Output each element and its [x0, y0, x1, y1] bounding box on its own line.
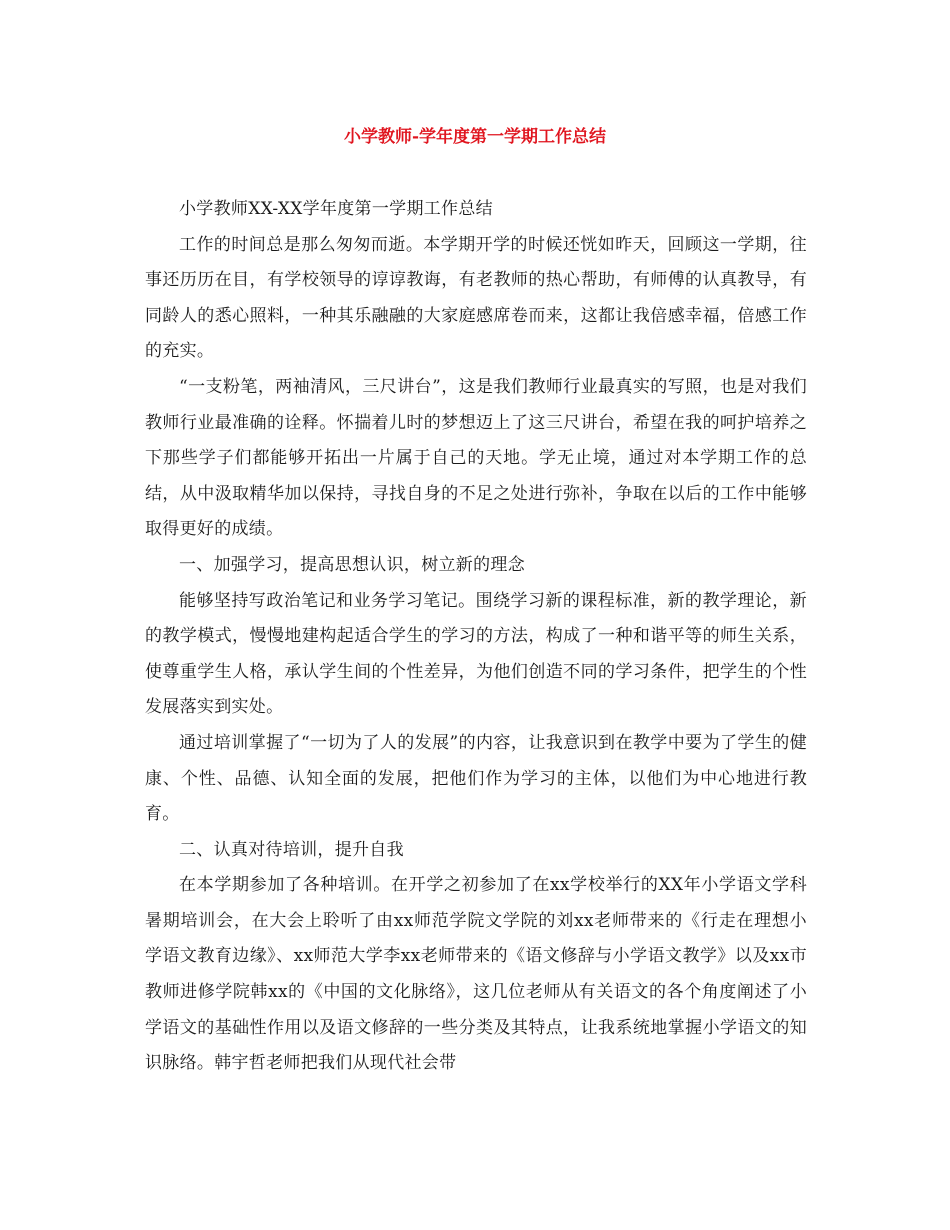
body-paragraph: 工作的时间总是那么匆匆而逝。本学期开学的时候还恍如昨天，回顾这一学期，往事还历历在目，有学校领导的谆谆教诲，有老教师的热心帮助，有师傅的认真教导，有同龄人的悉心照料，一种其乐融融的大家庭感席卷而来，这都让我倍感幸福，倍感工作的充实。 — [145, 234, 807, 362]
section-heading: 二、认真对待培训，提升自我 — [179, 839, 404, 860]
body-paragraph: “一支粉笔，两袖清风，三尺讲台”，这是我们教师行业最真实的写照，也是对我们教师行业最准确的诠释。怀揣着儿时的梦想迈上了这三尺讲台，希望在我的呵护培养之下那些学子们都能够开拓出一片属于自己的天地。学无止境，通过对本学期工作的总结，从中汲取精华加以保持，寻找自身的不足之处进行弥补，争取在以后的工作中能够取得更好的成绩。 — [145, 376, 807, 540]
document-title: 小学教师-学年度第一学期工作总结 — [343, 127, 607, 147]
subtitle-paragraph: 小学教师XX-XX学年度第一学期工作总结 — [179, 199, 493, 219]
document-body — [145, 192, 807, 1082]
body-paragraph: 能够坚持写政治笔记和业务学习笔记。围绕学习新的课程标准，新的教学理论，新的教学模式，慢慢地建构起适合学生的学习的方法，构成了一种和谐平等的师生关系，使尊重学生人格，承认学生间的个性差异，为他们创造不同的学习条件，把学生的个性发展落实到实处。 — [145, 590, 807, 718]
body-paragraph: 在本学期参加了各种培训。在开学之初参加了在xx学校举行的XX年小学语文学科暑期培训会，在大会上聆听了由xx师范学院文学院的刘xx老师带来的《行走在理想小学语文教育边缘》、xx师范大学李xx老师带来的《语文修辞与小学语文教学》以及xx市教师进修学院韩xx的《中国的文化脉络》，这几位老师从有关语文的各个角度阐述了小学语文的基础性作用以及语文修辞的一些分类及其特点，让我系统地掌握小学语文的知识脉络。韩宇哲老师把我们从现代社会带 — [145, 875, 807, 1074]
body-paragraph: 通过培训掌握了“一切为了人的发展”的内容，让我意识到在教学中要为了学生的健康、个性、品德、认知全面的发展，把他们作为学习的主体，以他们为中心地进行教育。 — [145, 732, 807, 825]
section-heading: 一、加强学习，提高思想认识，树立新的理念 — [179, 554, 525, 575]
